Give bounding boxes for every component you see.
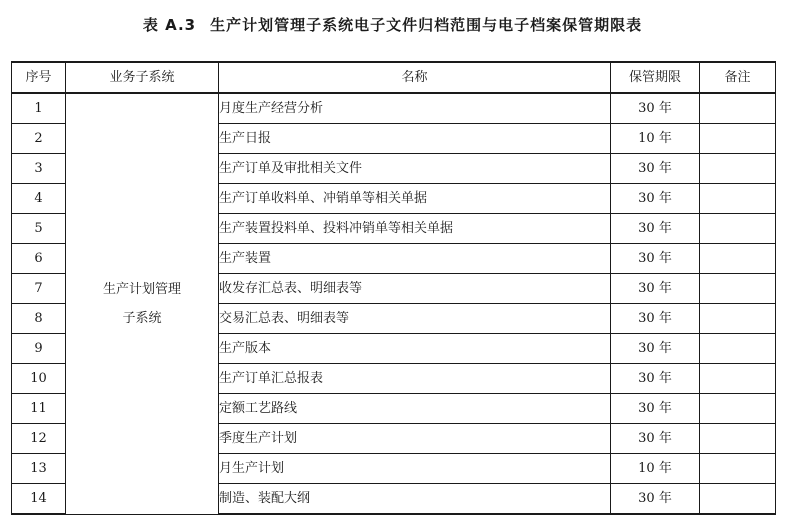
- row-name: 制造、装配大纲: [219, 484, 611, 515]
- row-no: 6: [12, 244, 66, 274]
- row-no: 8: [12, 304, 66, 334]
- row-period: 30 年: [611, 364, 700, 394]
- row-note: [700, 424, 776, 454]
- row-note: [700, 244, 776, 274]
- row-note: [700, 184, 776, 214]
- header-period: 保管期限: [611, 62, 700, 93]
- row-name: 生产日报: [219, 124, 611, 154]
- table-header-row: [12, 62, 776, 93]
- row-no: 10: [12, 364, 66, 394]
- row-note: [700, 214, 776, 244]
- row-period: 30 年: [611, 304, 700, 334]
- row-note: [700, 274, 776, 304]
- row-period: 30 年: [611, 184, 700, 214]
- row-name: 季度生产计划: [219, 424, 611, 454]
- row-note: [700, 93, 776, 124]
- archive-retention-table: [11, 61, 776, 515]
- row-no: 5: [12, 214, 66, 244]
- row-no: 12: [12, 424, 66, 454]
- row-no: 13: [12, 454, 66, 484]
- subsystem-line-2: 子系统: [122, 310, 162, 326]
- row-name: 月生产计划: [219, 454, 611, 484]
- row-period: 30 年: [611, 334, 700, 364]
- row-note: [700, 304, 776, 334]
- row-note: [700, 364, 776, 394]
- row-name: 生产装置: [219, 244, 611, 274]
- row-note: [700, 334, 776, 364]
- row-period: 10 年: [611, 124, 700, 154]
- header-no: 序号: [12, 62, 66, 93]
- row-no: 3: [12, 154, 66, 184]
- row-note: [700, 124, 776, 154]
- table-number: 表 A.3: [142, 16, 197, 34]
- row-name: 交易汇总表、明细表等: [219, 304, 611, 334]
- table-title-text: 生产计划管理子系统电子文件归档范围与电子档案保管期限表: [210, 16, 643, 34]
- row-period: 30 年: [611, 93, 700, 124]
- row-name: 生产装置投料单、投料冲销单等相关单据: [219, 214, 611, 244]
- subsystem-cell: [66, 93, 219, 514]
- row-period: 30 年: [611, 244, 700, 274]
- header-name: 名称: [219, 62, 611, 93]
- row-no: 14: [12, 484, 66, 515]
- row-period: 30 年: [611, 214, 700, 244]
- row-no: 11: [12, 394, 66, 424]
- row-name: 定额工艺路线: [219, 394, 611, 424]
- row-period: 30 年: [611, 154, 700, 184]
- table-row: [12, 93, 776, 124]
- row-period: 30 年: [611, 394, 700, 424]
- row-period: 10 年: [611, 454, 700, 484]
- row-note: [700, 154, 776, 184]
- row-period: 30 年: [611, 424, 700, 454]
- row-no: 7: [12, 274, 66, 304]
- row-note: [700, 454, 776, 484]
- row-name: 生产订单汇总报表: [219, 364, 611, 394]
- header-note: 备注: [700, 62, 776, 93]
- row-name: 生产版本: [219, 334, 611, 364]
- row-note: [700, 484, 776, 515]
- row-name: 生产订单收料单、冲销单等相关单据: [219, 184, 611, 214]
- row-no: 1: [12, 93, 66, 124]
- row-period: 30 年: [611, 274, 700, 304]
- row-note: [700, 394, 776, 424]
- row-name: 生产订单及审批相关文件: [219, 154, 611, 184]
- row-no: 9: [12, 334, 66, 364]
- row-period: 30 年: [611, 484, 700, 515]
- subsystem-line-1: 生产计划管理: [102, 281, 181, 297]
- row-name: 月度生产经营分析: [219, 93, 611, 124]
- row-name: 收发存汇总表、明细表等: [219, 274, 611, 304]
- row-no: 2: [12, 124, 66, 154]
- table-title: [0, 14, 785, 35]
- header-subsystem: 业务子系统: [66, 62, 219, 93]
- row-no: 4: [12, 184, 66, 214]
